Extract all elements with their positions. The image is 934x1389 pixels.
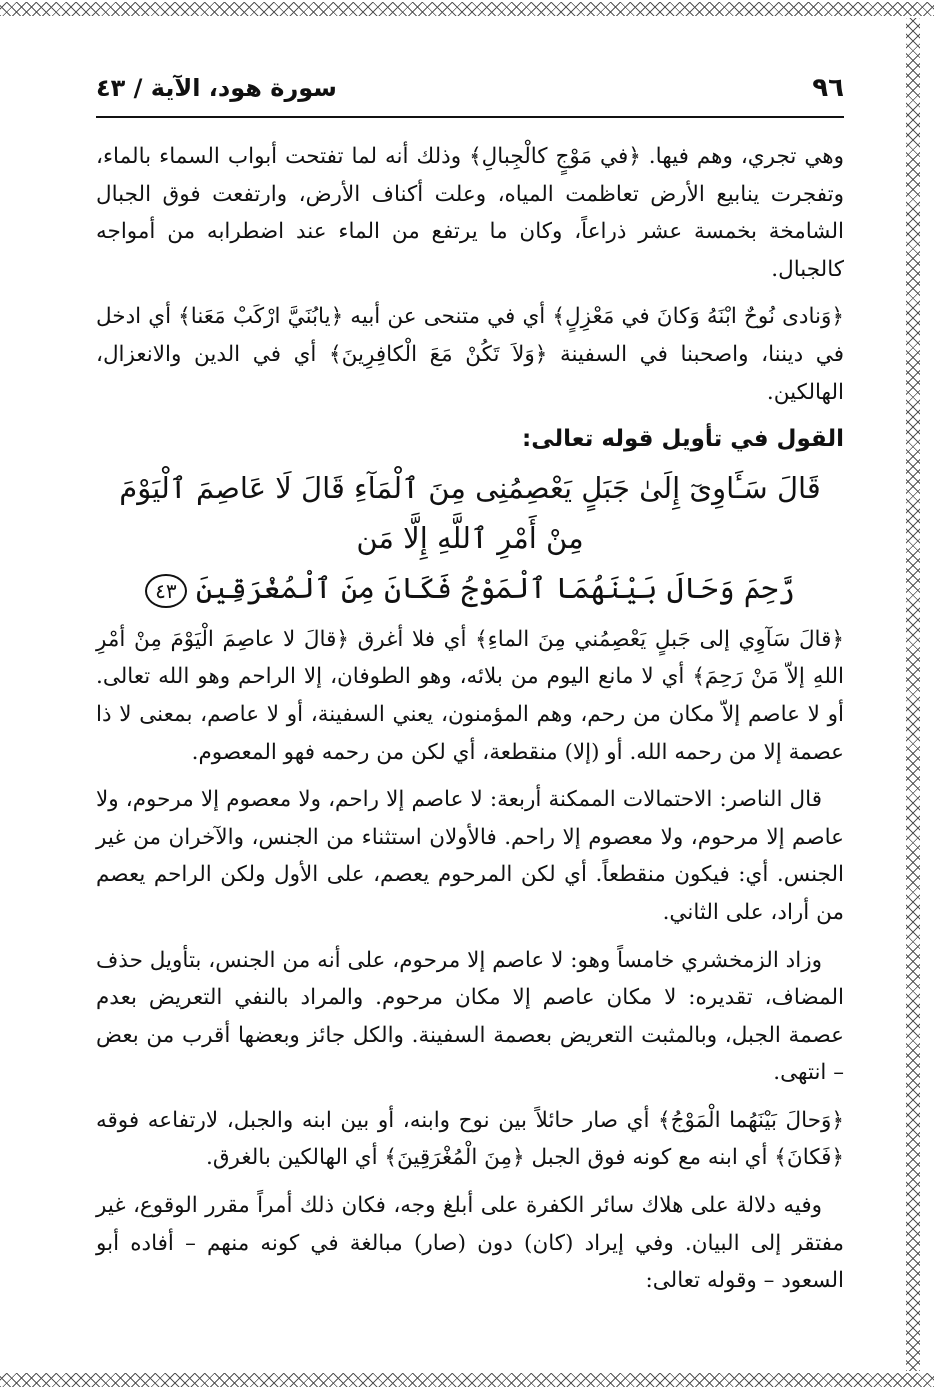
verse-line-2-text: رَّحِمَ وَحَالَ بَيْنَهُمَا ٱلْمَوْجُ فَكَانَ مِنَ ٱلْمُغْرَقِينَ	[195, 570, 795, 605]
paragraph-3: ﴿قالَ سَآوِي إلى جَبلٍ يَعْصِمُني مِنَ الماءِ﴾ أي فلا أغرق ﴿قالَ لا عاصِمَ الْيَوْمَ مِنْ أمْرِ اللهِ إلاّ مَنْ رَحِمَ﴾ أي لا مانع اليوم من بلائه، وهو الطوفان، إلا الراحم وهو الله تعالى. أو لا عاصم إلاّ مكان من رحم، وهم المؤمنون، يعني السفينة، أو لا عاصم، بمعنى لا ذا عصمة إلا من رحمه الله. أو (إلا) منقطعة، أي لكن من رحمه فهو المعصوم.	[96, 626, 844, 765]
page-number: ٩٦	[812, 73, 844, 103]
paragraph-5: وزاد الزمخشري خامساً وهو: لا عاصم إلا مرحوم، على أنه من الجنس، بتأويل حذف المضاف، تقديره: لا مكان عاصم إلا مكان مرحوم. والمراد بالنفي التعريض بعدم عصمة الجبل، وبالمثبت التعريض بعصمة السفينة. والكل جائز وبعضها أقرب من بعض – انتهى.	[96, 947, 844, 1086]
verse-line-1: قَالَ سَـَٔاوِىٓ إِلَىٰ جَبَلٍ يَعْصِمُنِى مِنَ ٱلْمَآءِ قَالَ لَا عَاصِمَ ٱلْيَوْمَ مِنْ أَمْرِ ٱللَّهِ إِلَّا مَن	[119, 470, 821, 555]
page-body	[96, 138, 844, 1310]
quran-verse	[96, 463, 844, 613]
paragraph-7: وفيه دلالة على هلاك سائر الكفرة على أبلغ وجه، فكان ذلك أمراً مقرر الوقوع، غير مفتقر إلى البيان. وفي إيراد (كان) دون (صار) مبالغة في كونه منهم – أفاده أبو السعود – وقوله تعالى:	[96, 1193, 844, 1294]
decorative-border-bottom	[0, 1373, 934, 1387]
section-heading: القول في تأويل قوله تعالى:	[522, 426, 844, 453]
paragraph-1: وهي تجري، وهم فيها. ﴿في مَوْجٍ كالْجِبالِ﴾ وذلك أنه لما تفتحت أبواب السماء بالماء، وتفجرت ينابيع الأرض تعاظمت المياه، وعلت أكناف الأرض، وارتفعت فوق الجبال الشامخة بخمسة عشر ذراعاً، وكان ما يرتفع من الماء عند اضطرابه من أمواجه كالجبال.	[96, 144, 844, 282]
verse-number-badge: ٤٣	[145, 574, 186, 608]
running-title: سورة هود، الآية / ٤٣	[96, 74, 337, 102]
paragraph-4: قال الناصر: الاحتمالات الممكنة أربعة: لا عاصم إلا راحم، ولا معصوم إلا مرحوم، ولا عاصم إلا مرحوم، ولا معصوم إلا راحم. فالأولان استثناء من الجنس، والآخران من غير الجنس. أي: فيكون منقطعاً. أي لكن المرحوم يعصم، على الأول ولكن الراحم يعصم من أراد، على الثاني.	[96, 787, 844, 925]
decorative-border-top	[0, 2, 934, 16]
decorative-border-right	[906, 18, 920, 1371]
paragraph-2: ﴿وَنادى نُوحٌ ابْنَهُ وَكانَ في مَعْزِلٍ﴾ أي في متنحى عن أبيه ﴿يابُنَيَّ ارْكَبْ مَعَنا﴾ أي ادخل في ديننا، واصحبنا في السفينة ﴿وَلاَ تَكُنْ مَعَ الْكافِرِينَ﴾ أي في الدين والانعزال، الهالكين.	[96, 304, 844, 405]
paragraph-6: ﴿وَحالَ بَيْنَهُما الْمَوْجُ﴾ أي صار حائلاً بين نوح وابنه، أو بين ابنه والجبل، لارتفاعه فوقه ﴿فَكانَ﴾ أي ابنه مع كونه فوق الجبل ﴿مِنَ الْمُغْرَقِينَ﴾ أي الهالكين بالغرق.	[96, 1107, 844, 1171]
verse-line-2	[96, 563, 844, 613]
page-header	[96, 60, 844, 118]
